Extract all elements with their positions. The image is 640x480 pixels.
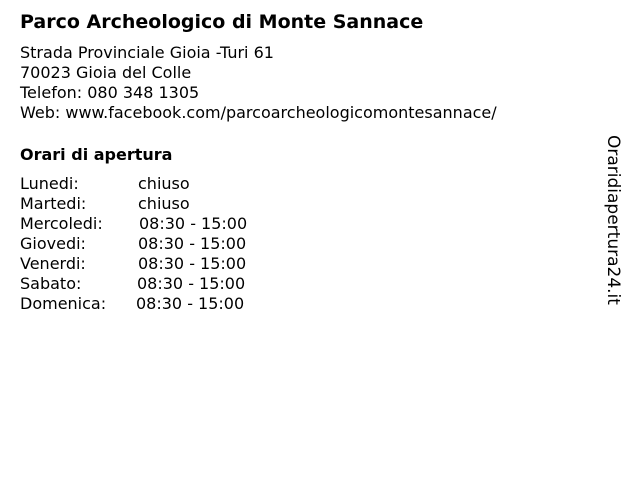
day-hours: chiuso [138,194,190,213]
day-label: Venerdi: [20,254,86,273]
page-title: Parco Archeologico di Monte Sannace [20,11,424,33]
day-hours: 08:30 - 15:00 [137,274,246,293]
day-hours: 08:30 - 15:00 [138,254,247,273]
phone-number: Telefon: 080 348 1305 [20,83,200,102]
opening-hours-heading: Orari di apertura [20,145,173,164]
site-watermark: Oraridiapertura24.it [603,135,623,305]
day-label: Martedi: [20,194,87,213]
day-hours: 08:30 - 15:00 [139,214,248,233]
day-hours: 08:30 - 15:00 [136,294,245,313]
website-link: Web: www.facebook.com/parcoarcheologicomontesannace/ [20,103,497,122]
day-label: Lunedi: [20,174,79,193]
address-city: 70023 Gioia del Colle [20,63,192,82]
day-label: Sabato: [20,274,82,293]
address-block [20,43,497,123]
day-hours: 08:30 - 15:00 [138,234,247,253]
day-label: Domenica: [20,294,107,313]
day-hours: chiuso [138,174,190,193]
address-street: Strada Provinciale Gioia -Turi 61 [20,43,274,62]
day-label: Giovedi: [20,234,86,253]
day-label: Mercoledi: [20,214,103,233]
